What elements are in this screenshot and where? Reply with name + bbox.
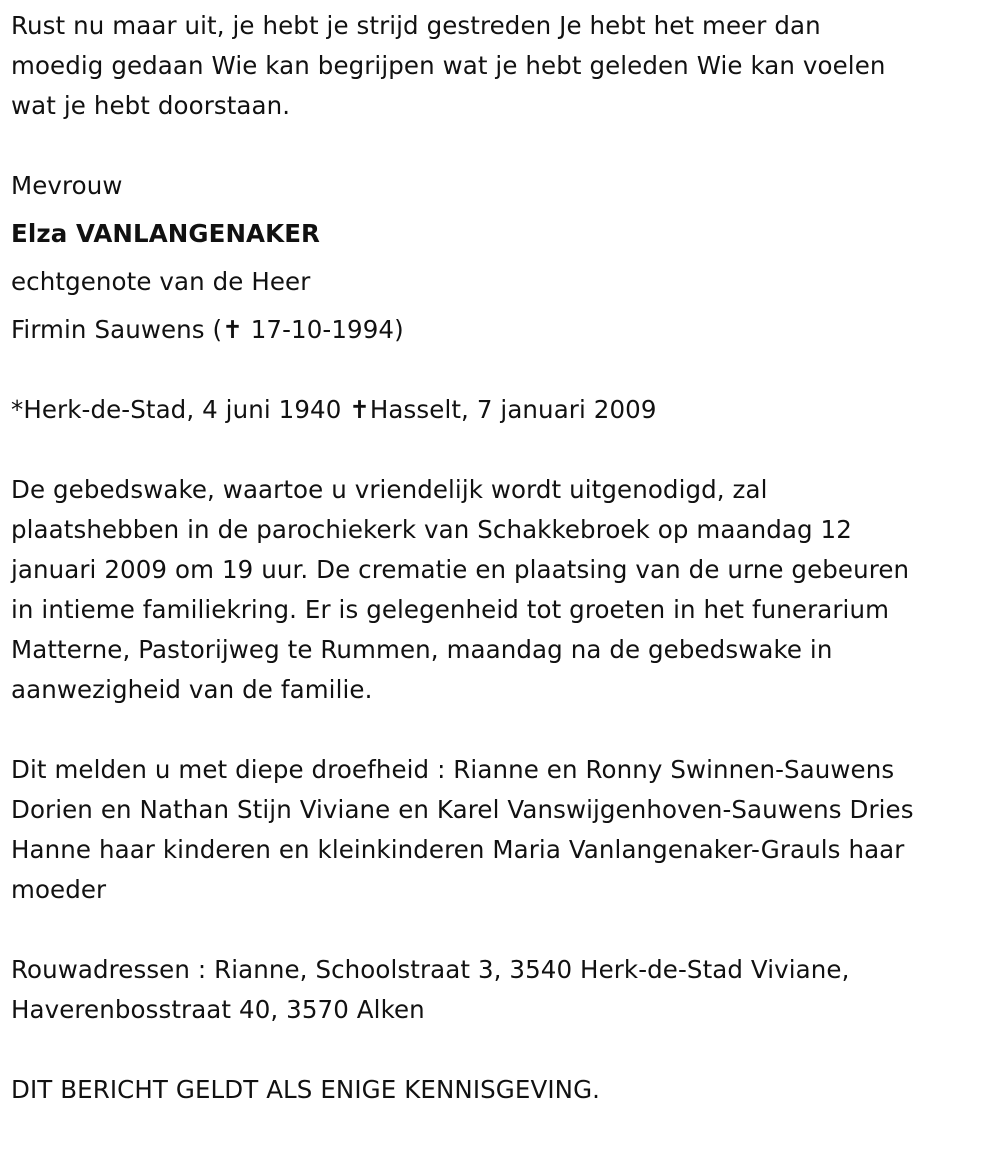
family-line: Dit melden u met diepe droefheid : Rianne en Ronny Swinnen-Sauwens [11,755,895,784]
deceased-relation: echtgenote van de Heer [11,267,311,296]
ceremony-details [11,470,986,710]
address-line: Rouwadressen : Rianne, Schoolstraat 3, 3540 Herk-de-Stad Viviane, [11,955,850,984]
deceased-name: Elza VANLANGENAKER [11,219,320,248]
poem [11,6,986,126]
mourning-addresses [11,950,986,1030]
birth-death-dates [11,390,986,430]
spouse-name: Firmin Sauwens (✝ 17-10-1994) [11,315,404,344]
family-line: Hanne haar kinderen en kleinkinderen Maria Vanlangenaker-Grauls haar [11,835,905,864]
family-line: moeder [11,875,107,904]
closing-notice [11,1070,986,1110]
ceremony-line: plaatshebben in de parochiekerk van Schakkebroek op maandag 12 [11,515,852,544]
dates-text: *Herk-de-Stad, 4 juni 1940 ✝Hasselt, 7 januari 2009 [11,395,657,424]
ceremony-line: Matterne, Pastorijweg te Rummen, maandag na de gebedswake in [11,635,833,664]
ceremony-line: januari 2009 om 19 uur. De crematie en plaatsing van de urne gebeuren [11,555,910,584]
address-line: Haverenbosstraat 40, 3570 Alken [11,995,425,1024]
poem-line: Rust nu maar uit, je hebt je strijd gestreden Je hebt het meer dan [11,11,821,40]
deceased-title: Mevrouw [11,171,123,200]
closing-text: DIT BERICHT GELDT ALS ENIGE KENNISGEVING. [11,1075,601,1104]
ceremony-line: in intieme familiekring. Er is gelegenheid tot groeten in het funerarium [11,595,890,624]
deceased-identity [11,166,986,350]
poem-line: moedig gedaan Wie kan begrijpen wat je hebt geleden Wie kan voelen [11,51,886,80]
ceremony-line: aanwezigheid van de familie. [11,675,373,704]
obituary-notice [11,6,986,1150]
family-announcement [11,750,986,910]
ceremony-line: De gebedswake, waartoe u vriendelijk wordt uitgenodigd, zal [11,475,768,504]
family-line: Dorien en Nathan Stijn Viviane en Karel Vanswijgenhoven-Sauwens Dries [11,795,914,824]
poem-line: wat je hebt doorstaan. [11,91,291,120]
